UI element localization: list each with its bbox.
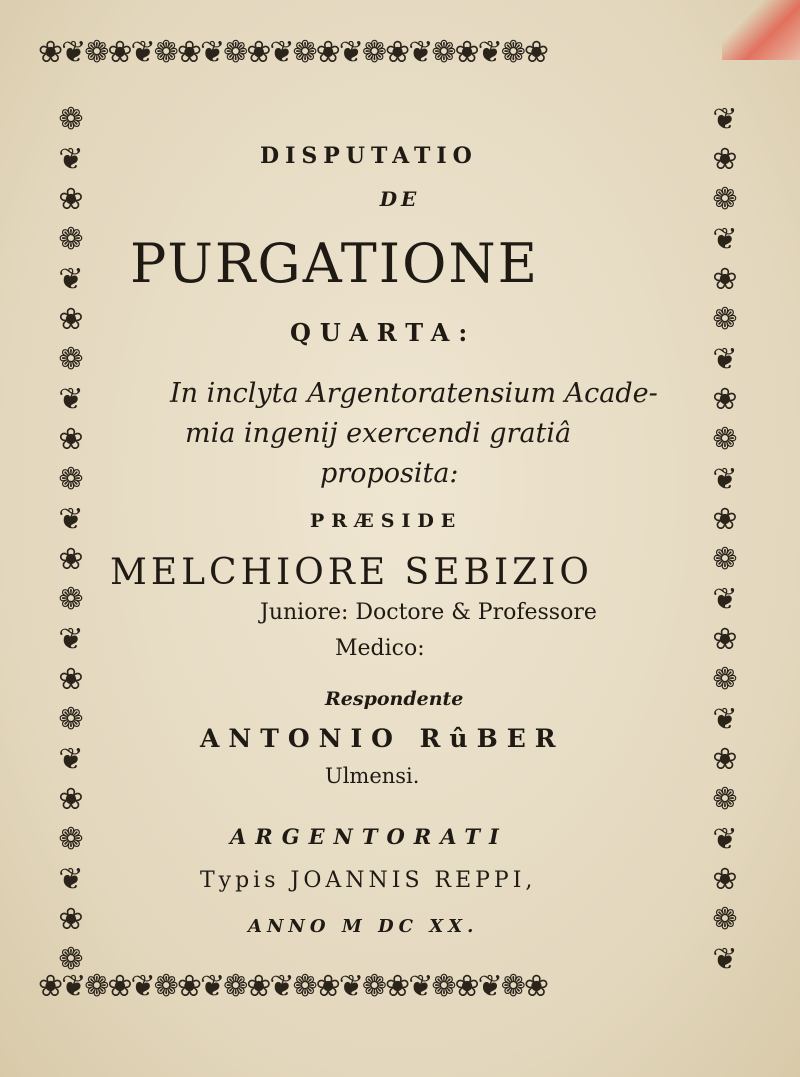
imprint-place: ARGENTORATI (230, 824, 508, 849)
heading-disputatio: DISPUTATIO (260, 143, 478, 169)
respondent-name: ANTONIO RûBER (200, 724, 565, 753)
ornamental-border-bottom: ❀❦❁❀❦❁❀❦❁❀❦❁❀❦❁❀❦❁❀❦❁❀ (38, 972, 548, 1004)
praeses-title: Juniore: Doctore & Professore (260, 600, 597, 625)
ornamental-border-right: ❦ ❀ ❁ ❦ ❀ ❁ ❦ ❀ ❁ ❦ ❀ ❁ ❦ ❀ ❁ ❦ ❀ ❁ ❦ ❀ ❁ ❦ (712, 102, 738, 977)
respondent-origin: Ulmensi. (325, 764, 420, 788)
ornamental-border-left: ❁ ❦ ❀ ❁ ❦ ❀ ❁ ❦ ❀ ❁ ❦ ❀ ❁ ❦ ❀ ❁ ❦ ❀ ❁ ❦ ❀ ❁ (58, 102, 84, 977)
heading-quarta: QUARTA: (290, 318, 477, 347)
praeses-role: Medico: (335, 636, 425, 661)
imprint-year: ANNO M DC XX. (248, 916, 479, 937)
imprint-printer: Typis JOANNIS REPPI, (200, 868, 537, 893)
subtitle-line-3: proposita: (320, 458, 459, 489)
ornamental-border-top: ❀❦❁❀❦❁❀❦❁❀❦❁❀❦❁❀❦❁❀❦❁❀ (38, 38, 548, 70)
praeside-label: PRÆSIDE (310, 510, 463, 532)
heading-de: DE (379, 187, 421, 211)
heading-purgatione: PURGATIONE (130, 232, 540, 295)
subtitle-line-1: In inclyta Argentoratensium Acade- (170, 378, 658, 409)
praeses-name: MELCHIORE SEBIZIO (110, 552, 593, 593)
subtitle-line-2: mia ingenij exercendi gratiâ (185, 418, 572, 449)
respondent-label: Respondente (325, 688, 464, 710)
